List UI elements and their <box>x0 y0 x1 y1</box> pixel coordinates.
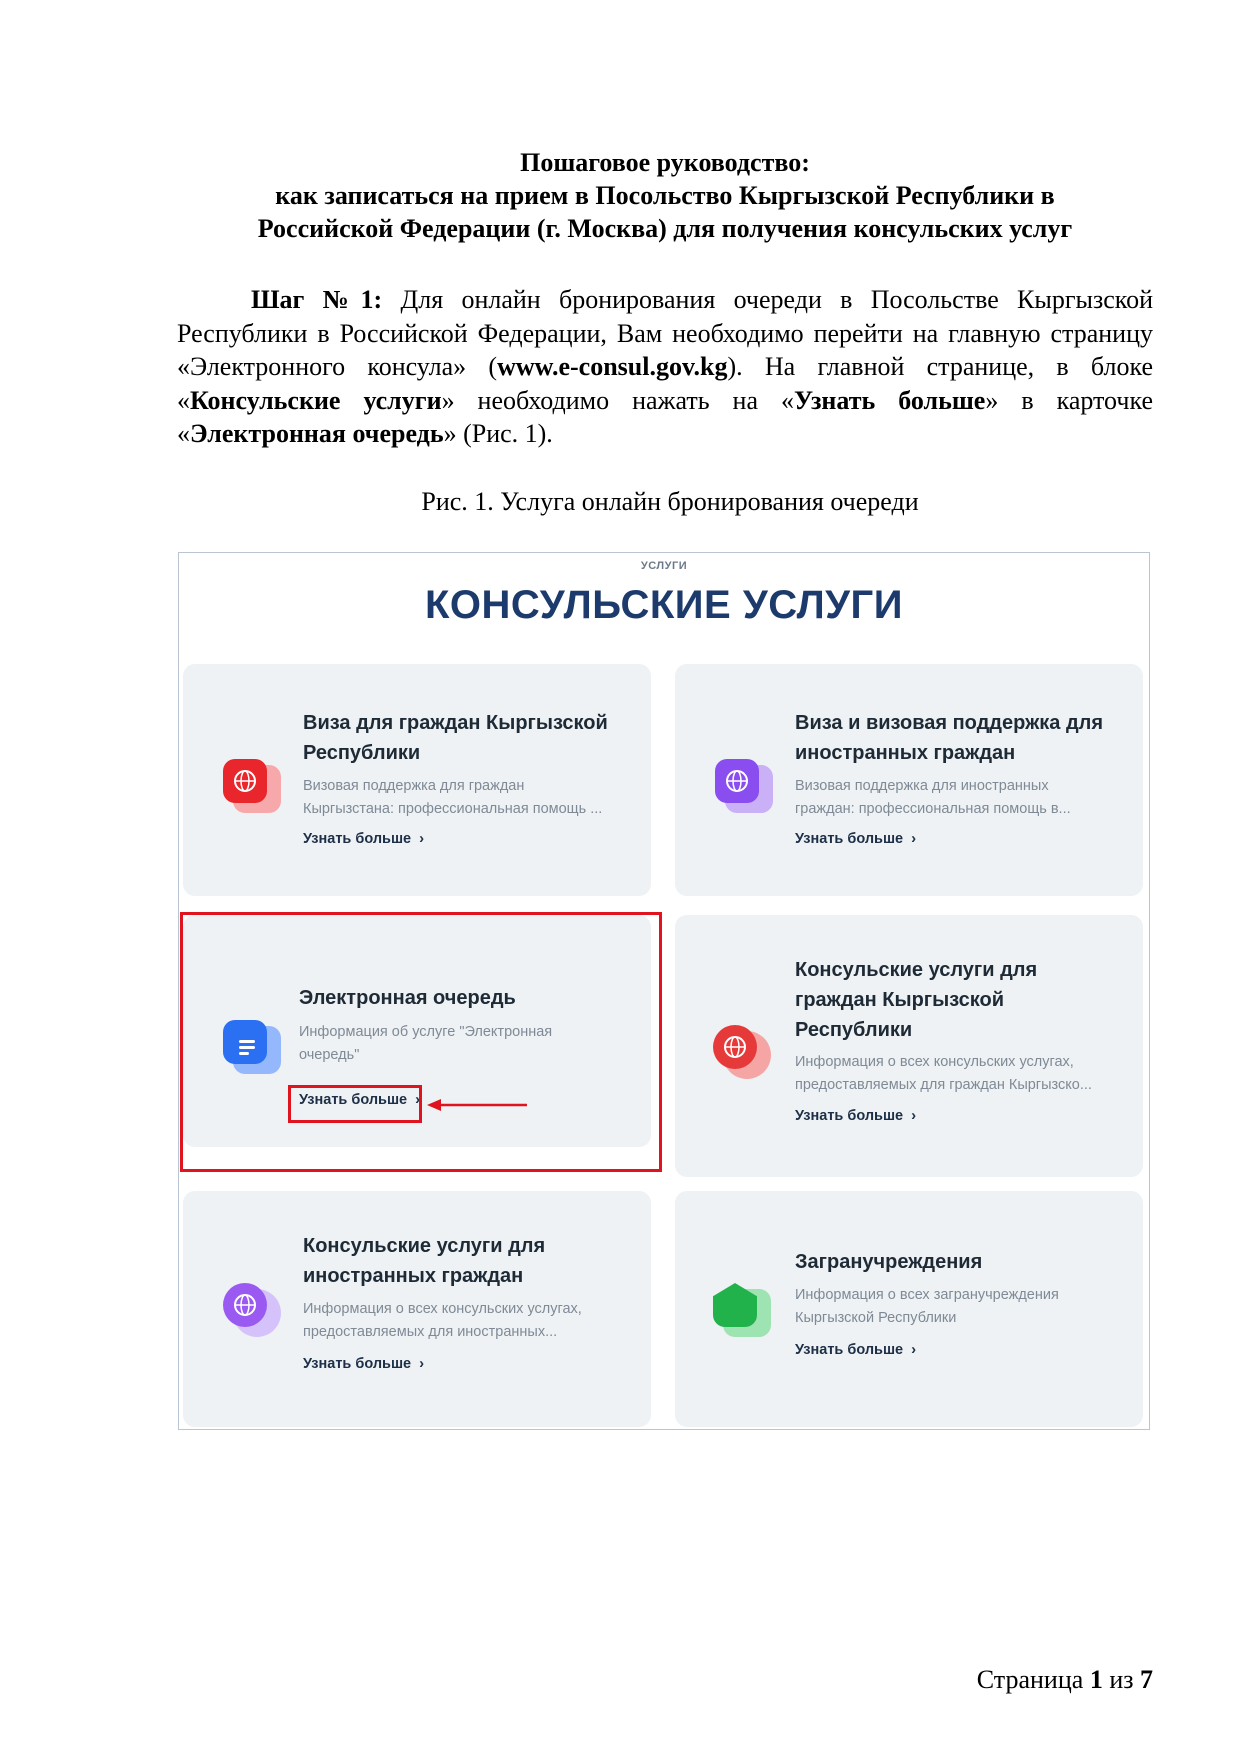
card-title: иностранных граждан <box>303 1265 524 1287</box>
red-chat-globe-icon <box>713 1025 773 1085</box>
card-description: предоставляемых для граждан Кыргызско... <box>795 1077 1092 1093</box>
card-description: Кыргызской Республики <box>795 1310 957 1326</box>
chevron-right-icon: › <box>911 1341 917 1358</box>
arrow-left-icon <box>427 1097 527 1113</box>
card-title: Электронная очередь <box>299 987 516 1009</box>
chevron-right-icon: › <box>911 830 917 847</box>
card-description: Информация о всех консульских услугах, <box>303 1301 582 1317</box>
highlight-frame <box>180 912 662 1172</box>
card-description: очередь" <box>299 1047 360 1063</box>
card-consular-foreigners[interactable] <box>183 1191 651 1427</box>
title-line-2: как записаться на прием в Посольство Кыргызской Республики в <box>275 181 1055 210</box>
chevron-right-icon: › <box>415 1091 421 1108</box>
learn-more-link[interactable]: Узнать больше › <box>795 1341 917 1358</box>
card-title: Виза для граждан Кыргызской <box>303 712 608 734</box>
card-description: Информация о всех загранучреждения <box>795 1287 1059 1303</box>
learn-more-link[interactable]: Узнать больше › <box>303 1355 425 1372</box>
link-highlight-frame <box>288 1085 422 1123</box>
card-description: Визовая поддержка для иностранных <box>795 778 1049 794</box>
card-description: Информация об услуге "Электронная <box>299 1024 553 1040</box>
services-screenshot <box>178 552 1150 1430</box>
card-description: Кыргызстана: профессиональная помощь ... <box>303 801 603 817</box>
paragraph-text-3: » необходимо нажать на « <box>441 385 794 415</box>
card-description: граждан: профессиональная помощь в... <box>795 801 1071 817</box>
card-title: граждан Кыргызской <box>795 989 1005 1011</box>
card-name: Электронная очередь <box>190 419 444 448</box>
card-title: Республики <box>303 742 421 764</box>
card-title: Консульские услуги для <box>303 1235 546 1257</box>
learn-more-link[interactable]: Узнать больше › <box>795 1107 917 1124</box>
card-missions-abroad[interactable] <box>675 1191 1143 1427</box>
section-eyebrow: УСЛУГИ <box>640 560 688 572</box>
chevron-right-icon: › <box>419 830 425 847</box>
chevron-right-icon: › <box>419 1355 425 1372</box>
purple-chat-globe-icon <box>223 1283 283 1343</box>
purple-globe-icon <box>715 759 775 819</box>
learn-more-link[interactable]: Узнать больше › <box>795 830 917 847</box>
block-name: Консульские услуги <box>190 385 442 415</box>
figure-caption: Рис. 1. Услуга онлайн бронирования очереди <box>421 487 919 516</box>
card-visa-foreigners[interactable] <box>675 664 1143 896</box>
more-link-name: Узнать больше <box>794 385 986 415</box>
card-description: Информация о всех консульских услугах, <box>795 1054 1074 1070</box>
step-label: Шаг №1: <box>251 285 383 314</box>
section-heading: КОНСУЛЬСКИЕ УСЛУГИ <box>425 583 903 627</box>
chevron-right-icon: › <box>911 1107 917 1124</box>
card-description: Визовая поддержка для граждан <box>303 778 525 794</box>
title-line-1: Пошаговое руководство: <box>520 148 810 177</box>
paragraph-text-5: » (Рис. 1). <box>443 419 553 448</box>
green-building-icon <box>713 1283 773 1343</box>
card-title: Консульские услуги для <box>795 959 1038 981</box>
card-title: иностранных граждан <box>795 742 1016 764</box>
site-url: www.e-consul.gov.kg <box>497 352 728 381</box>
card-consular-kg-citizens[interactable] <box>675 915 1143 1177</box>
paragraph-text-1: Для онлайн бронирования очереди в Посольстве Кыргызской Республики в Российской Федерации, Вам необходимо перейти на главную страницу «Электронного консула» ( <box>177 285 1153 381</box>
title-line-3: Российской Федерации (г. Москва) для получения консульских услуг <box>257 214 1073 243</box>
learn-more-link[interactable]: Узнать больше › <box>303 830 425 847</box>
paragraph-text-4: » в карточке « <box>177 385 1153 448</box>
learn-more-link[interactable]: Узнать больше › <box>299 1091 421 1108</box>
card-title: Республики <box>795 1019 913 1041</box>
page-number: Страница 1 из 7 <box>976 1665 1153 1694</box>
paragraph-text-2: ). На главной странице, в блоке « <box>177 352 1153 415</box>
card-title: Виза и визовая поддержка для <box>795 712 1104 734</box>
document-title <box>170 146 1160 245</box>
step-1-paragraph <box>177 283 1153 451</box>
red-globe-icon <box>223 759 283 819</box>
card-description: предоставляемых для иностранных... <box>303 1324 558 1340</box>
card-visa-kg-citizens[interactable] <box>183 664 651 896</box>
card-title: Загранучреждения <box>795 1251 983 1273</box>
